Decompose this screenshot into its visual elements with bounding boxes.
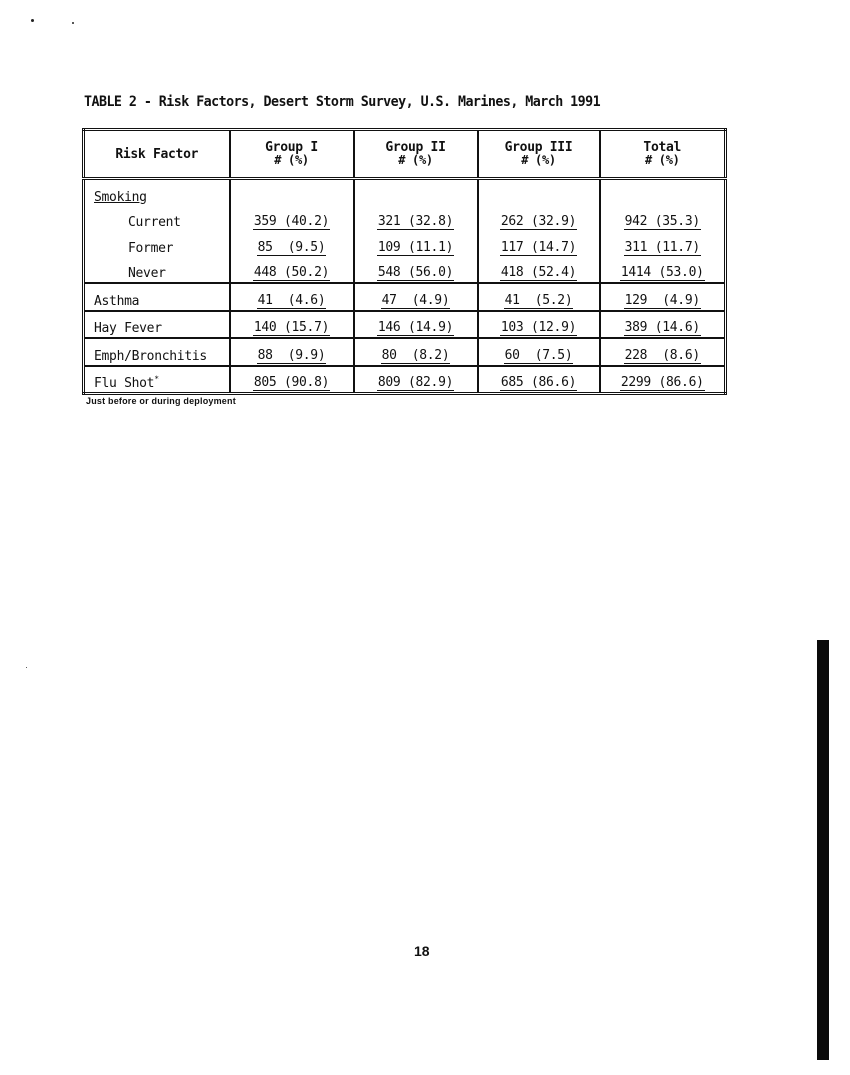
risk-factor-table [82, 128, 727, 395]
cell-group-i: 448 (50.2) [230, 257, 354, 284]
cell-group-i: 359 (40.2) [230, 206, 354, 232]
table-title: TABLE 2 - Risk Factors, Desert Storm Survey, U.S. Marines, March 1991 [84, 94, 601, 110]
cell-group-ii: 47 (4.9) [354, 283, 478, 311]
footnote-marker: * [154, 374, 159, 384]
cell-group-ii: 80 (8.2) [354, 338, 478, 366]
cell-group-i [230, 179, 354, 206]
header-total: Total # (%) [600, 130, 726, 179]
row-label: Flu Shot* [84, 366, 230, 394]
row-label: Smoking [94, 189, 147, 205]
cell-total: 311 (11.7) [600, 231, 726, 257]
cell-group-iii: 418 (52.4) [478, 257, 600, 284]
row-label: Never [128, 266, 166, 281]
table-footnote: Just before or during deployment [86, 396, 236, 406]
table-row-current [84, 206, 726, 232]
cell-total: 1414 (53.0) [600, 257, 726, 284]
cell-group-ii: 809 (82.9) [354, 366, 478, 394]
row-label: Asthma [84, 283, 230, 311]
cell-group-iii [478, 179, 600, 206]
table-row-emph-bronchitis [84, 338, 726, 366]
scan-speck [31, 19, 34, 22]
scan-speck [72, 22, 74, 24]
cell-total: 129 (4.9) [600, 283, 726, 311]
row-label: Hay Fever [84, 311, 230, 339]
cell-total: 942 (35.3) [600, 206, 726, 232]
cell-group-ii: 548 (56.0) [354, 257, 478, 284]
table-row-smoking [84, 179, 726, 206]
cell-group-ii: 321 (32.8) [354, 206, 478, 232]
row-label: Former [128, 240, 174, 256]
cell-total: 389 (14.6) [600, 311, 726, 339]
table-row-never [84, 257, 726, 284]
table-row-hay-fever [84, 311, 726, 339]
cell-total [600, 179, 726, 206]
table-row-flu-shot [84, 366, 726, 394]
cell-group-iii: 685 (86.6) [478, 366, 600, 394]
row-label: Emph/Bronchitis [84, 338, 230, 366]
cell-total: 2299 (86.6) [600, 366, 726, 394]
header-group-i: Group I # (%) [230, 130, 354, 179]
cell-group-iii: 117 (14.7) [478, 231, 600, 257]
risk-factor-table-container [82, 128, 724, 395]
cell-group-i: 140 (15.7) [230, 311, 354, 339]
cell-group-i: 41 (4.6) [230, 283, 354, 311]
cell-group-iii: 103 (12.9) [478, 311, 600, 339]
scan-margin-bar [817, 640, 829, 1060]
scan-speck [26, 667, 27, 668]
cell-group-i: 85 (9.5) [230, 231, 354, 257]
cell-group-i: 88 (9.9) [230, 338, 354, 366]
cell-group-ii [354, 179, 478, 206]
header-group-iii: Group III # (%) [478, 130, 600, 179]
header-risk-factor: Risk Factor [84, 130, 230, 179]
cell-group-ii: 146 (14.9) [354, 311, 478, 339]
cell-group-i: 805 (90.8) [230, 366, 354, 394]
cell-group-ii: 109 (11.1) [354, 231, 478, 257]
cell-group-iii: 60 (7.5) [478, 338, 600, 366]
table-row-former [84, 231, 726, 257]
cell-total: 228 (8.6) [600, 338, 726, 366]
table-row-asthma [84, 283, 726, 311]
cell-group-iii: 41 (5.2) [478, 283, 600, 311]
header-group-ii: Group II # (%) [354, 130, 478, 179]
row-label: Current [128, 215, 181, 230]
page-number: 18 [414, 943, 430, 959]
cell-group-iii: 262 (32.9) [478, 206, 600, 232]
header-row [84, 130, 726, 179]
